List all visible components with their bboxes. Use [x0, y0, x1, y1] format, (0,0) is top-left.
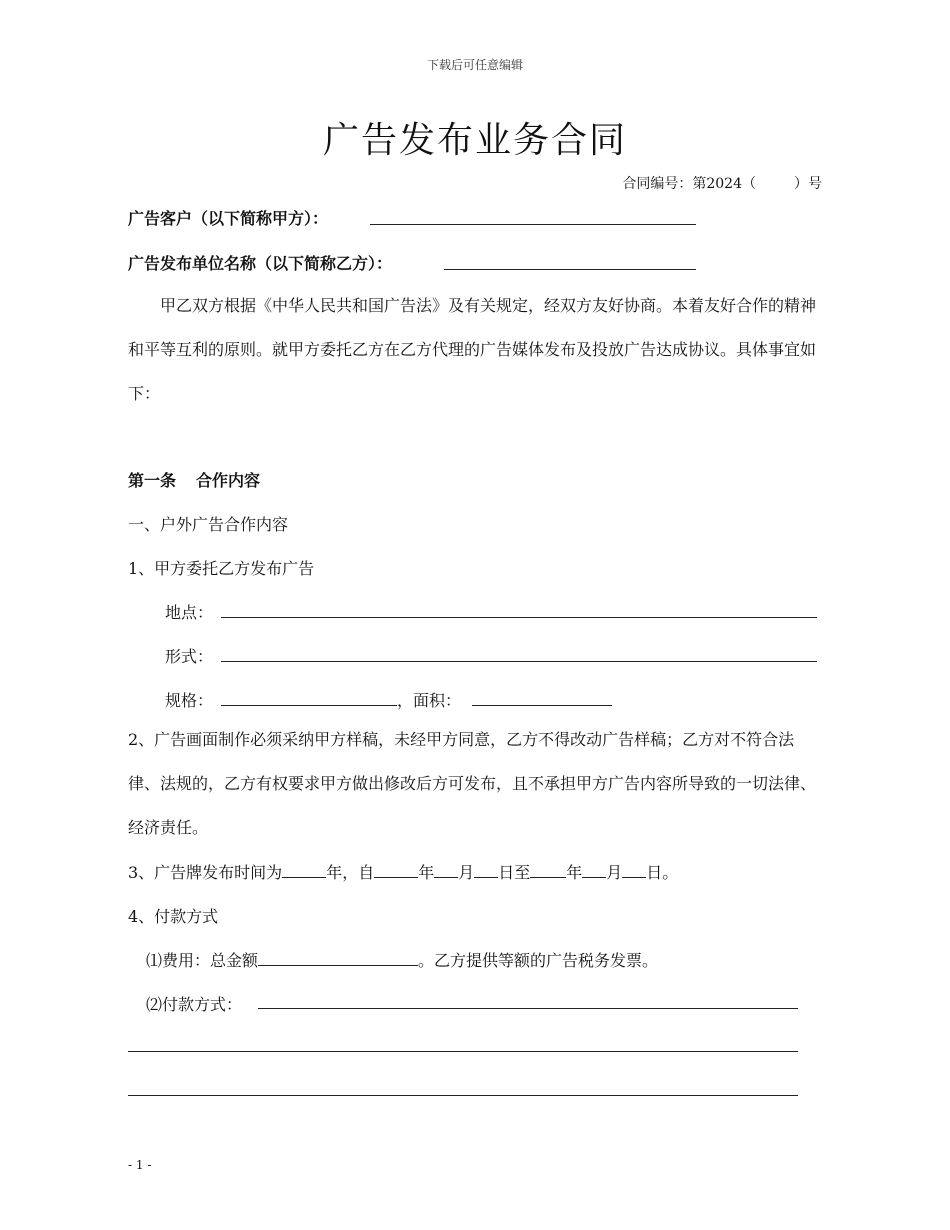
item-3-day-to: 日至	[498, 863, 531, 882]
payment-method-blank-3[interactable]	[128, 1095, 798, 1096]
area-blank[interactable]	[472, 705, 612, 706]
end-day-blank[interactable]	[622, 863, 646, 878]
party-b-blank[interactable]	[444, 269, 696, 270]
item-3-year-end: 年	[566, 863, 583, 882]
party-a-blank[interactable]	[370, 224, 696, 225]
item-3-prefix: 3、广告牌发布时间为	[128, 863, 283, 882]
party-a-label: 广告客户（以下简称甲方）：	[128, 209, 329, 228]
fee-suffix: 。乙方提供等额的广告税务发票。	[418, 951, 659, 970]
start-year-blank[interactable]	[374, 863, 418, 878]
start-month-blank[interactable]	[434, 863, 458, 878]
fee-amount-blank[interactable]	[258, 951, 418, 966]
duration-years-blank[interactable]	[282, 863, 326, 878]
item-3-year: 年	[418, 863, 435, 882]
payment-method-label: ⑵付款方式：	[146, 995, 243, 1014]
item-3-text	[128, 860, 678, 883]
page-header: 下载后可任意编辑	[426, 58, 523, 72]
location-label: 地点：	[165, 603, 214, 622]
end-year-blank[interactable]	[530, 863, 566, 878]
article-1-heading	[128, 468, 260, 491]
payment-method-blank-1[interactable]	[258, 1008, 798, 1009]
location-blank[interactable]	[221, 617, 817, 618]
item-3-day-end: 日。	[646, 863, 679, 882]
spec-label: 规格：	[165, 691, 214, 710]
page-number: - 1 -	[128, 1158, 152, 1172]
article-1-number: 第一条	[128, 471, 177, 490]
spec-blank[interactable]	[221, 705, 397, 706]
item-4-text: 4、付款方式	[128, 907, 219, 926]
fee-label: ⑴费用：总金额	[146, 951, 259, 970]
payment-method-blank-2[interactable]	[128, 1051, 798, 1052]
area-label: ，面积：	[397, 691, 462, 710]
article-1-title: 合作内容	[196, 471, 261, 490]
start-day-blank[interactable]	[474, 863, 498, 878]
item-3-month: 月	[458, 863, 475, 882]
intro-paragraph: 甲乙双方根据《中华人民共和国广告法》及有关规定，经双方友好协商。本着友好合作的精神和平等互利的原则。就甲方委托乙方在乙方代理的广告媒体发布及投放广告达成协议。具体事宜如下：	[128, 296, 817, 403]
item-3-month-end: 月	[606, 863, 623, 882]
item-3-year-from: 年，自	[326, 863, 375, 882]
party-b-label: 广告发布单位名称（以下简称乙方）：	[128, 254, 393, 273]
item-2-paragraph: 2、广告画面制作必须采纳甲方样稿，未经甲方同意，乙方不得改动广告样稿；乙方对不符合法律、法规的，乙方有权要求甲方做出修改后方可发布，且不承担甲方广告内容所导致的一切法律、经济责任。	[128, 730, 817, 837]
form-label: 形式：	[165, 647, 214, 666]
contract-number-label: 合同编号：第2024（	[622, 176, 756, 192]
form-blank[interactable]	[221, 661, 817, 662]
fee-line	[146, 948, 658, 971]
document-title: 广告发布业务合同	[322, 120, 627, 161]
end-month-blank[interactable]	[582, 863, 606, 878]
item-1-text: 1、甲方委托乙方发布广告	[128, 559, 315, 578]
contract-number	[622, 173, 822, 193]
section-1-heading: 一、户外广告合作内容	[128, 515, 289, 534]
contract-number-suffix: ）号	[794, 176, 822, 192]
